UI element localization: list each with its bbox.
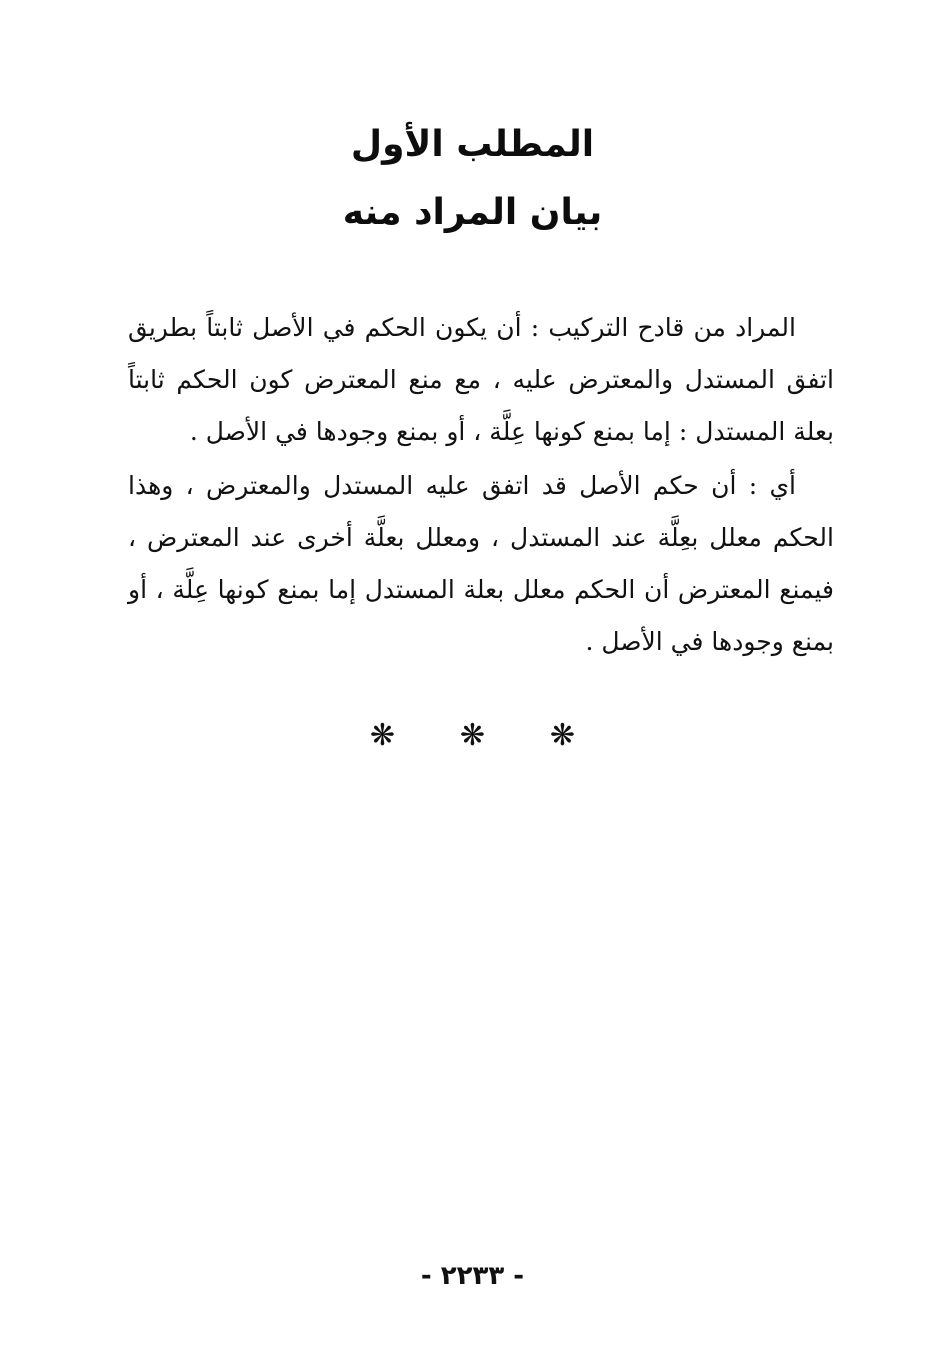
paragraph-definition (128, 302, 834, 458)
asterism-star: ❋ (369, 718, 396, 753)
section-subtitle: بيان المراد منه (342, 192, 603, 233)
asterism-star: ❋ (549, 718, 576, 753)
paragraph-explanation (128, 460, 834, 668)
paragraph-text: المراد من قادح التركيب : أن يكون الحكم في الأصل ثابتاً بطريق اتفق المستدل والمعترض عليه ، مع منع المعترض كون الحكم ثابتاً بعلة المستدل : إما بمنع كونها عِلَّة ، أو بمنع وجودها في الأصل . (128, 313, 834, 446)
paragraph-text: أي : أن حكم الأصل قد اتفق عليه المستدل والمعترض ، وهذا الحكم معلل بعِلَّة عند المستدل ، ومعلل بعلَّة أخرى عند المعترض ، فيمنع المعترض أن الحكم معلل بعلة المستدل إما بمنع كونها عِلَّة ، أو بمنع وجودها في الأصل . (128, 471, 834, 656)
section-title: المطلب الأول (350, 124, 595, 165)
asterism-star: ❋ (459, 718, 486, 753)
page-number: - ٢٢٣٣ - (420, 1261, 525, 1291)
section-separator (0, 718, 945, 753)
